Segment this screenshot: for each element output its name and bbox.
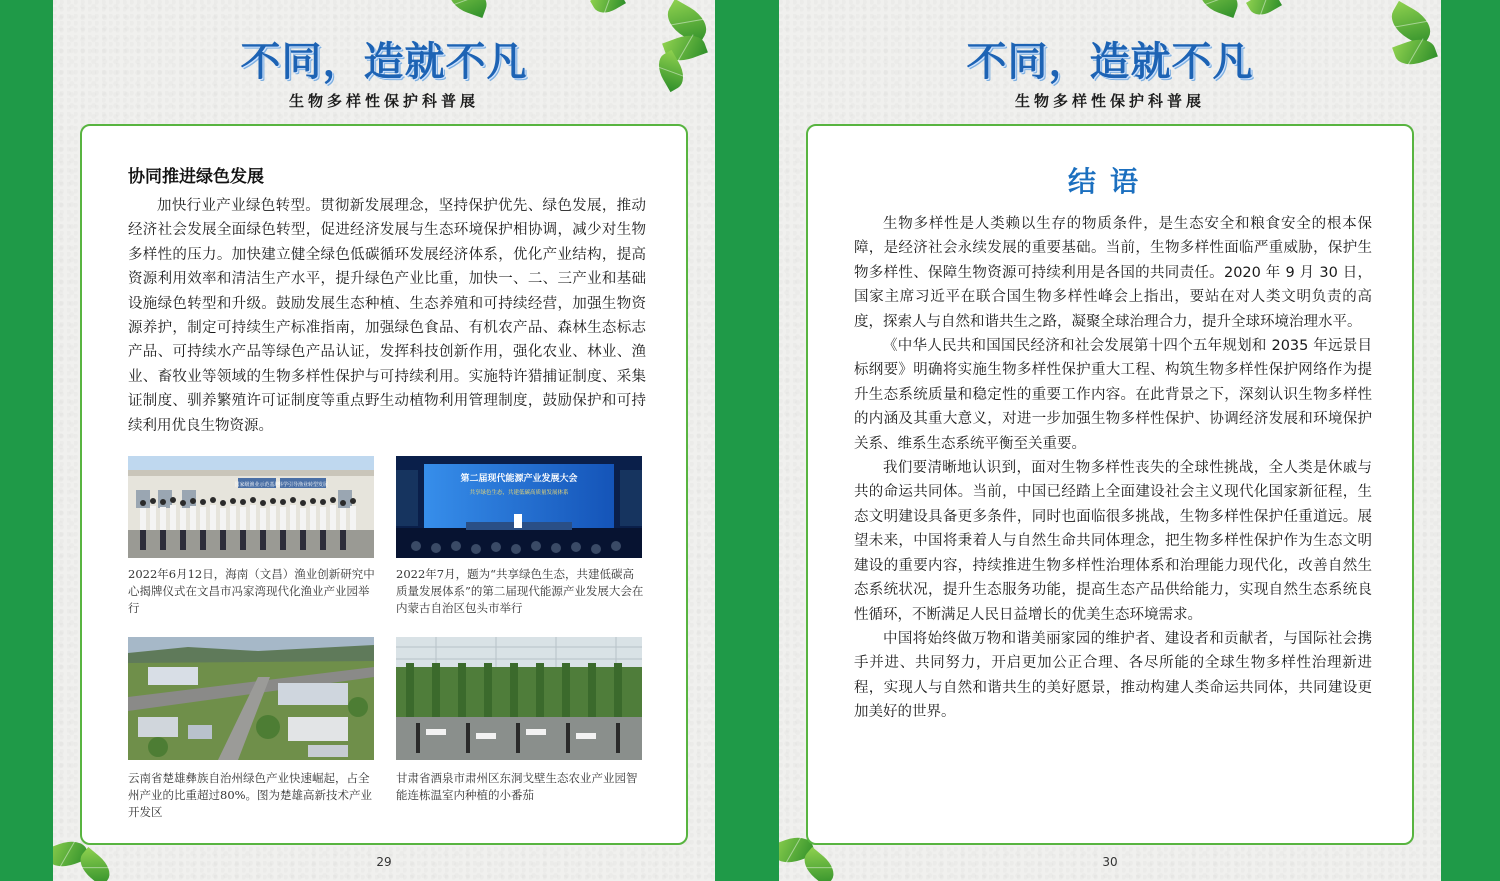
photo-ceremony bbox=[128, 456, 374, 558]
body-text bbox=[128, 194, 646, 438]
photo-conference bbox=[396, 456, 642, 558]
leaf-decoration bbox=[1246, 0, 1282, 20]
leaf-decoration bbox=[590, 0, 626, 18]
photo-caption: 甘肃省酒泉市肃州区东洞戈壁生态农业产业园智能连栋温室内种植的小番茄 bbox=[396, 771, 638, 802]
screen-subtitle: 共享绿色生态，共建低碳高质量发展体系 bbox=[469, 490, 569, 496]
page-number: 30 bbox=[1102, 855, 1118, 869]
section-title: 结语 bbox=[1067, 165, 1152, 198]
leaf-decoration bbox=[1196, 0, 1242, 18]
photo-caption: 2022年7月，题为“共享绿色生态，共建低碳高质量发展体系”的第二届现代能源产业发展大会在内蒙古自治区包头市举行 bbox=[396, 567, 644, 615]
page-number: 29 bbox=[376, 855, 392, 869]
industrial-park-illustration bbox=[128, 637, 374, 760]
section-title: 协同推进绿色发展 bbox=[128, 167, 264, 187]
body-text bbox=[854, 212, 1372, 725]
page-29 bbox=[53, 0, 715, 881]
paragraph: 生物多样性是人类赖以生存的物质条件，是生态安全和粮食安全的根本保障，是经济社会永续发展的重要基础。当前，生物多样性面临严重威胁，保护生物多样性、保障生物资源可持续利用是各国的共同责任。2020 年 9 月 30 日，国家主席习近平在联合国生物多样性峰会上指出，要站在对人类文明负责的高度，探索人与自然和谐共生之路，凝聚全球治理合力，提升全球环境治理水平。 bbox=[854, 216, 1372, 330]
exhibition-subtitle: 生物多样性保护科普展 bbox=[288, 92, 479, 110]
photo-caption: 云南省楚雄彝族自治州绿色产业快速崛起，占全州产业的比重超过80%。图为楚雄高新技术产业开发区 bbox=[128, 771, 373, 819]
paragraph: 《中华人民共和国国民经济和社会发展第十四个五年规划和 2035 年远景目标纲要》明确将实施生物多样性保护重大工程、构筑生物多样性保护网络作为提升生态系统质量和稳定性的重要工作内容。在此背景之下，深刻认识生物多样性的内涵及其重大意义，对进一步加强生物多样性保护、协调经济发展和环境保护关系、维系生态系统平衡至关重要。 bbox=[854, 338, 1372, 452]
content-card bbox=[80, 124, 688, 845]
paragraph: 加快行业产业绿色转型。贯彻新发展理念，坚持保护优先、绿色发展，推动经济社会发展全面绿色转型，促进经济发展与生态环境保护相协调，减少对生物多样性的压力。加快建立健全绿色低碳循环发展经济体系，优化产业结构，提高资源利用效率和清洁生产水平，提升绿色产业比重，加快一、二、三产业和基础设施绿色转型和升级。鼓励发展生态种植、生态养殖和可持续经营，加强生物资源养护，制定可持续生产标准指南，加强绿色食品、有机农产品、森林生态标志产品、可持续水产品等绿色产品认证，发挥科技创新作用，强化农业、林业、渔业、畜牧业等领域的生物多样性保护与可持续利用。实施特许猎捕证制度、采集证制度、驯养繁殖许可证制度等重点野生动植物利用管理制度，鼓励保护和可持续利用优良生物资源。 bbox=[128, 198, 646, 434]
exhibition-title: 不同，造就不凡 bbox=[240, 39, 528, 85]
ceremony-illustration bbox=[128, 456, 374, 558]
paragraph: 中国将始终做万物和谐美丽家园的维护者、建设者和贡献者，与国际社会携手并进、共同努力，开启更加公正合理、各尽所能的全球生物多样性治理新进程，实现人与自然和谐共生的美好愿景，推动构建人类命运共同体，共同建设更加美好的世界。 bbox=[854, 630, 1372, 721]
sign-text: 科学引导渔业转型发展 bbox=[277, 482, 329, 488]
conference-illustration bbox=[396, 456, 642, 558]
leaf-decoration bbox=[445, 0, 491, 18]
photo-industrial-park bbox=[128, 637, 374, 760]
sign-text: 国家级渔业示范基地 bbox=[234, 482, 280, 488]
screen-title: 第二届现代能源产业发展大会 bbox=[460, 474, 578, 484]
content-card bbox=[806, 124, 1414, 845]
exhibition-title: 不同，造就不凡 bbox=[966, 39, 1254, 85]
paragraph: 我们要清晰地认识到，面对生物多样性丧失的全球性挑战，全人类是休戚与共的命运共同体。当前，中国已经踏上全面建设社会主义现代化国家新征程，生态文明建设具备更多条件，同时也面临很多挑战，生物多样性保护任重道远。展望未来，中国将秉着人与自然生命共同体理念，把生物多样性保护作为生态文明建设的重要内容，持续推进生物多样性治理体系和治理能力现代化，改善自然生态系统状况，提升生态服务功能，提高生态产品供给能力，实现自然生态系统良性循环，不断满足人民日益增长的优美生态环境需求。 bbox=[854, 460, 1372, 623]
greenhouse-illustration bbox=[396, 637, 642, 760]
photo-caption: 2022年6月12日，海南（文昌）渔业创新研究中心揭牌仪式在文昌市冯家湾现代化渔业产业园举行 bbox=[128, 567, 375, 615]
exhibition-subtitle: 生物多样性保护科普展 bbox=[1014, 92, 1205, 110]
photo-greenhouse bbox=[396, 637, 642, 760]
page-30 bbox=[779, 0, 1441, 881]
